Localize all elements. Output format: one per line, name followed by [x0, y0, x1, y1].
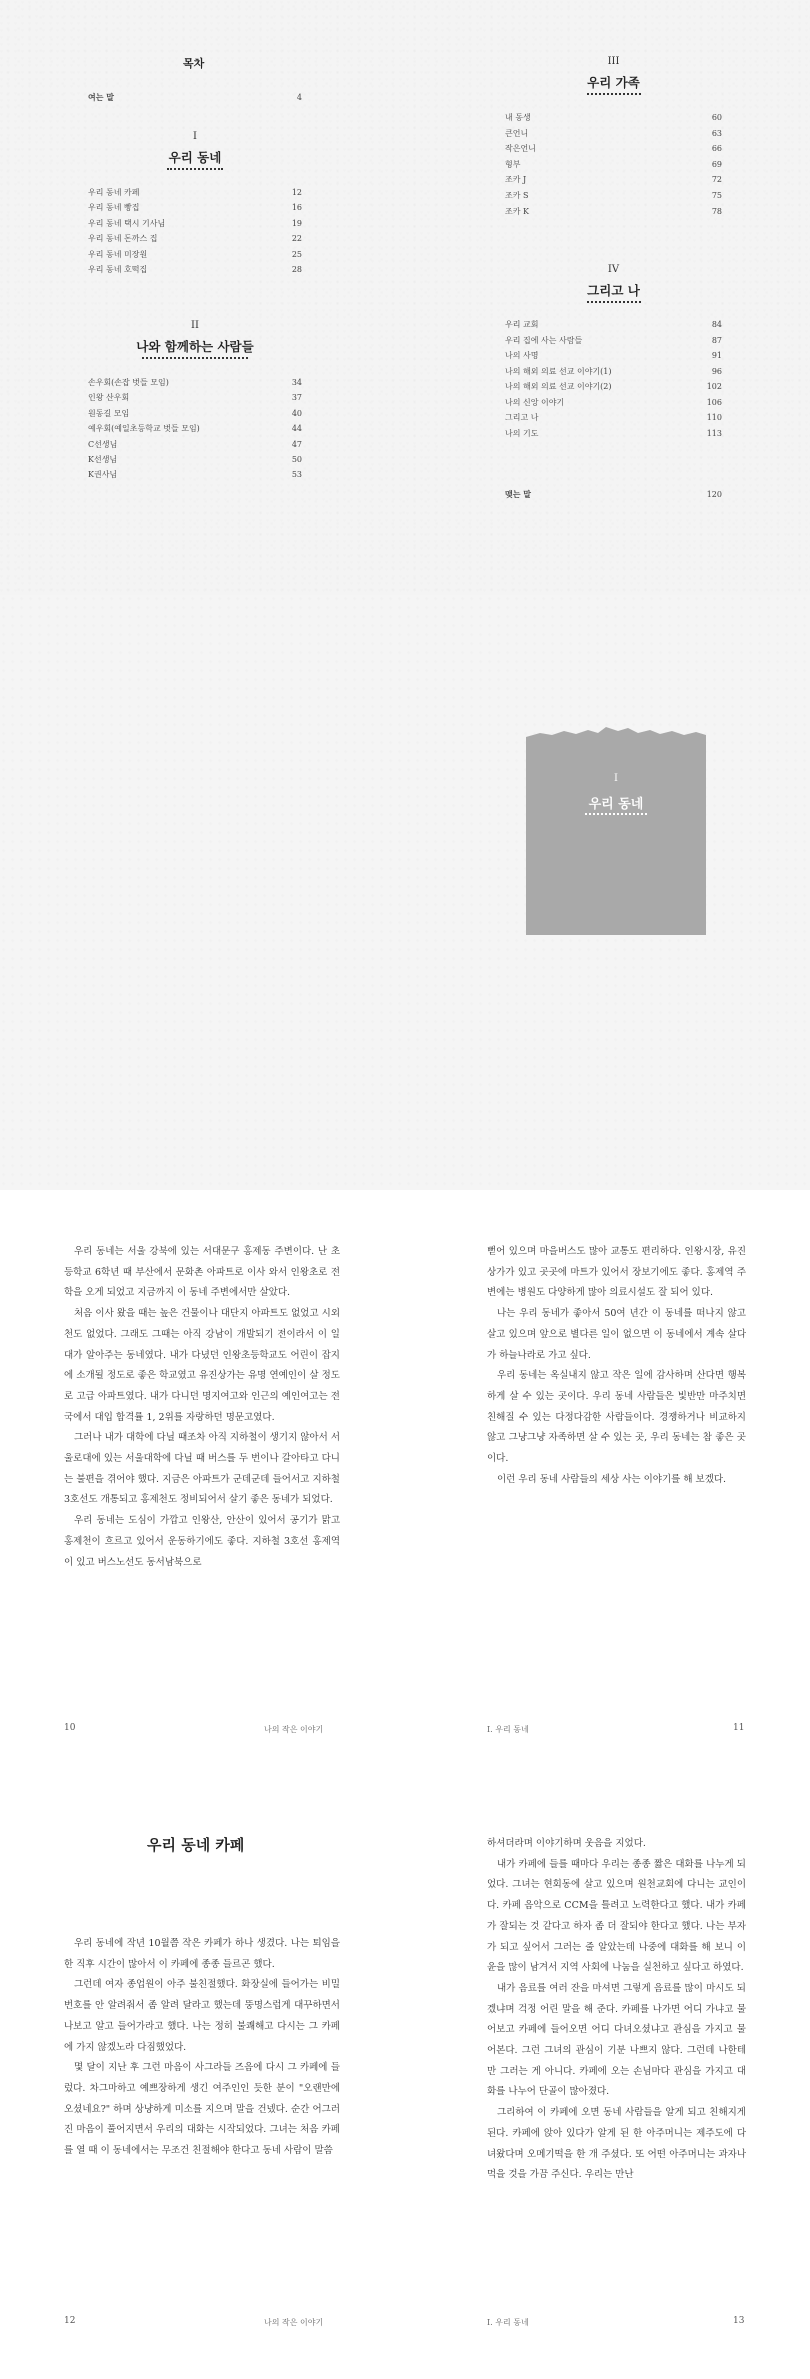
toc-entry-label: K권사님 [88, 470, 118, 480]
body-spread-10-11 [0, 1190, 810, 1784]
toc-entry-label: 예우회(예일초등학교 벗들 모임) [88, 424, 200, 434]
paragraph: 그리하여 이 카페에 오면 동네 사람들을 알게 되고 친해지게 된다. 카페에 앉아 있다가 알게 된 한 아주머니는 제주도에 다녀왔다며 오메기떡을 한 개 주셨다. 또 어떤 아주머니는 과자나 먹을 것을 가끔 주신다. 우리는 만난 [487, 2107, 746, 2181]
page-number-10: 10 [64, 1723, 76, 1733]
toc-entry-page: 78 [711, 206, 722, 216]
paragraph: 내가 카페에 들를 때마다 우리는 종종 짧은 대화를 나누게 되었다. 그녀는 현회동에 살고 있으며 원천교회에 다니는 교인이다. 카페 음악으로 CCM을 틀려고 노력한다고 했다. 내가 카페가 잘되는 것 같다고 하자 좀 더 잘되야 한다고 했다. 나는 부자가 되고 싶어서 그러는 줄 알았는데 나중에 대화를 해 보니 이윤을 많이 남겨서 지역 사회에 나눔을 실천하고 싶다고 하였다. [487, 1858, 746, 1974]
paragraph: 우리 동네는 도심이 가깝고 인왕산, 안산이 있어서 공기가 맑고 홍제천이 흐르고 있어서 운동하기에도 좋다. 지하철 3호선 홍제역이 있고 버스노선도 동서남북으로 [64, 1515, 340, 1568]
paragraph: 이런 우리 동네 사람들의 세상 사는 이야기를 해 보겠다. [497, 1473, 727, 1485]
running-header-left: 나의 작은 이야기 [264, 2318, 324, 2327]
toc-title: 목차 [183, 57, 205, 70]
toc-intro-label: 여는 말 [88, 93, 114, 102]
page-13-text [487, 1834, 746, 2186]
page-number-12: 12 [64, 2316, 76, 2326]
toc-entry-page: 69 [711, 159, 722, 169]
toc-entry-label: C선생님 [88, 439, 118, 449]
toc-part-title-underline [587, 301, 641, 303]
toc-entry-page: 25 [291, 249, 302, 259]
paragraph: 내가 음료를 여러 잔을 마셔면 그렇게 음료를 많이 마시도 되겠냐며 걱정 어린 말을 해 준다. 카페를 나가면 어디 가냐고 물어보고 카페에 들어오면 어디 다녀오셨냐고 관심을 가지고 물어본다. 그런 그녀의 관심이 기분 나쁘지 않다. 그런데 나한테만 그러는 게 아니다. 카페에 오는 손님마다 관심을 가지고 대화를 나누어 단골이 많아졌다. [487, 1982, 746, 2098]
body-spread-12-13 [0, 1784, 810, 2379]
toc-entry[interactable] [88, 453, 302, 467]
toc-entry-page: 72 [711, 175, 722, 185]
toc-entry-label: 우리 동네 카페 [88, 188, 140, 197]
toc-entry[interactable] [505, 396, 722, 410]
toc-entry[interactable] [88, 248, 302, 262]
part-divider-card [526, 725, 706, 935]
chapter-title: 우리 동네 카페 [147, 1836, 245, 1854]
toc-entry-label: 우리 집에 사는 사람들 [505, 335, 583, 345]
toc-entry-page: 66 [711, 144, 722, 154]
toc-entry-label: 그리고 나 [505, 413, 539, 422]
toc-part-title: 우리 동네 [168, 150, 222, 165]
toc-entry-page: 40 [291, 408, 302, 418]
divider-spread [0, 595, 810, 1190]
toc-entry[interactable] [505, 380, 722, 394]
toc-entry[interactable] [88, 438, 302, 452]
toc-entry-page: 19 [291, 218, 302, 228]
toc-entry[interactable] [505, 142, 722, 156]
toc-entry-page: 110 [706, 413, 722, 422]
toc-entry[interactable] [505, 318, 722, 332]
toc-entry-label: 우리 교회 [505, 320, 539, 329]
toc-entry[interactable] [88, 391, 302, 405]
toc-entry-label: 나의 기도 [505, 428, 539, 438]
paragraph: 그런데 여자 종업원이 아주 불친절했다. 화장실에 들어가는 비밀번호를 안 알려줘서 좀 알려 달라고 했는데 뚱명스럽게 대꾸하면서 나보고 알고 들어가라고 했다. 나는 정히 불쾌해고 다시는 그 카페에 가지 않겠노라 다짐했었다. [64, 1979, 340, 2053]
toc-entry[interactable] [505, 111, 722, 125]
toc-entry-page: 75 [711, 191, 722, 200]
toc-entry-page: 37 [291, 393, 302, 403]
toc-entry-page: 47 [291, 439, 302, 449]
page-number-11: 11 [733, 1723, 745, 1733]
toc-entry-label: 우리 동네 호떡집 [88, 265, 148, 274]
paragraph: 몇 달이 지난 후 그런 마음이 사그라들 즈음에 다시 그 카페에 들렀다. 차그마하고 예쁘장하게 생긴 여주인인 듯한 분이 "오랜만에 오셨네요?" 하며 상냥하게 미소를 지으며 말을 건넸다. 순간 어그러진 마음이 풀어지면서 우리의 대화는 시작되었다. 그녀는 처음 카페를 열 때 이 동네에서는 무조건 친절해야 한다고 동네 사람이 말씀 [64, 2062, 340, 2157]
toc-part-number: II [191, 320, 199, 331]
toc-entry-page: 50 [291, 455, 302, 464]
toc-spread [0, 0, 810, 595]
toc-entry[interactable] [88, 422, 302, 436]
toc-entry-label: 내 동생 [505, 113, 531, 122]
divider-part-num: I [614, 773, 618, 784]
toc-part-title: 우리 가족 [587, 75, 640, 90]
paragraph: 우리 동네는 옥실내지 않고 작은 일에 감사하며 산다면 행복하게 살 수 있는 곳이다. 우리 동네 사람들은 빛반만 마주치면 친해질 수 있는 다정다감한 사람들이다. 경쟁하거나 비교하지 않고 그냥그냥 자족하면 살 수 있는 곳, 우리 동네는 참 좋은 곳이다. [487, 1370, 746, 1465]
toc-entry[interactable] [505, 127, 722, 141]
toc-entry[interactable] [505, 334, 722, 348]
page-11-text [487, 1242, 746, 1490]
toc-entry-label: 조카 S [505, 191, 529, 200]
toc-entry-page: 84 [711, 320, 722, 329]
paragraph: 하셔더라며 이야기하며 웃음을 지었다. [487, 1838, 646, 1849]
toc-entry[interactable] [505, 158, 722, 172]
toc-outro-page: 120 [706, 490, 722, 499]
toc-entry-label: 작은언니 [505, 144, 536, 154]
toc-entry-label: 큰언니 [505, 128, 529, 138]
toc-entry[interactable] [88, 263, 302, 277]
paragraph: 처음 이사 왔을 때는 높은 건물이나 대단지 아파트도 없었고 시외천도 없었다. 그래도 그때는 아직 강남이 개발되기 전이라서 이 일대가 알아주는 동네였다. 내가 다녔던 인왕초등학교도 어린이 잡지에 소개될 정도로 좋은 학교였고 유진상가는 유명 연예인이 살 정도로 고급 아파트였다. 내가 다니던 명지여고와 인근의 예인여고는 전국에서 대입 합격률 1, 2위를 자랑하던 명문고였다. [64, 1308, 340, 1423]
paragraph: 나는 우리 동네가 좋아서 50여 년간 이 동네를 떠나지 않고 살고 있으며 앞으로 별다른 일이 없으면 이 동네에서 계속 살다가 하늘나라로 가고 싶다. [487, 1308, 746, 1361]
paragraph: 그러나 내가 대학에 다닐 때조차 아직 지하철이 생기지 않아서 서울로대에 있는 서울대학에 다닐 때 버스를 두 번이나 갈아타고 다니는 불편을 겪어야 했다. 지금은 아파트가 군데군데 들어서고 지하철 3호선도 개통되고 홍제천도 정비되어서 살기 좋은 동네가 되었다. [64, 1432, 340, 1506]
toc-entry[interactable] [88, 468, 302, 482]
toc-entry[interactable] [505, 365, 722, 379]
toc-entry[interactable] [88, 376, 302, 390]
toc-intro-page: 4 [296, 93, 302, 102]
toc-entry-page: 16 [291, 203, 302, 213]
toc-entry-label: 나의 해외 의료 선교 이야기(1) [505, 366, 612, 376]
toc-entry-page: 91 [711, 351, 722, 360]
toc-entry-label: 우리 동네 택시 기사님 [88, 218, 166, 228]
toc-entry[interactable] [88, 232, 302, 246]
toc-entry-page: 28 [291, 265, 302, 274]
running-header-right: I. 우리 동네 [487, 1725, 529, 1734]
toc-entry-page: 106 [706, 397, 722, 407]
paragraph: 뻗어 있으며 마을버스도 많아 교통도 편리하다. 인왕시장, 유진 상가가 있고 곳곳에 마트가 있어서 장보기에도 좋다. 홍제역 주변에는 병원도 다양하게 많아 의료시설도 잘 되어 있다. [487, 1246, 746, 1299]
toc-part-title-underline [142, 357, 248, 359]
toc-part-number: III [607, 56, 620, 67]
toc-entry-label: 조카 K [505, 206, 529, 216]
toc-outro [505, 488, 722, 502]
toc-entry[interactable] [505, 427, 722, 441]
toc-entry[interactable] [505, 349, 722, 363]
toc-entry[interactable] [88, 186, 302, 200]
toc-part-number: I [193, 131, 197, 142]
toc-entry-label: 형부 [505, 159, 521, 169]
divider-title-underline [585, 813, 647, 815]
toc-entry[interactable] [88, 407, 302, 421]
toc-entry-label: 원동길 모임 [88, 408, 130, 418]
toc-entry-label: 우리 동네 돈까스 집 [88, 234, 158, 244]
paragraph: 우리 동네는 서울 강북에 있는 서대문구 홍제동 주변이다. 난 초등학교 6학년 때 부산에서 문화촌 아파트로 이사 와서 인왕초로 전학을 오게 되었고 지금까지 이 동네 주변에서만 살았다. [64, 1246, 340, 1299]
toc-entry[interactable] [505, 411, 722, 425]
toc-entry-page: 96 [711, 366, 722, 376]
toc-part-title: 나와 함께하는 사람들 [136, 339, 254, 354]
toc-entry-label: 나의 신앙 이야기 [505, 397, 565, 407]
toc-entry-page: 63 [711, 128, 722, 138]
page-12-text [64, 1934, 340, 2162]
toc-entry-page: 87 [711, 335, 722, 345]
page-10-text [64, 1242, 340, 1573]
paragraph: 우리 동네에 작년 10월쯤 작은 카페가 하나 생겼다. 나는 퇴임을 한 직후 시간이 많아서 이 카페에 종종 들르곤 했다. [64, 1938, 340, 1970]
toc-entry-page: 34 [291, 378, 302, 387]
toc-entry-label: 나의 해외 의료 선교 이야기(2) [505, 382, 612, 391]
toc-entry-label: 우리 동네 미장원 [88, 249, 148, 259]
toc-entry-page: 53 [291, 470, 302, 480]
toc-entry[interactable] [88, 217, 302, 231]
toc-outro-label: 맺는 말 [505, 490, 531, 499]
toc-entry-label: 인왕 산우회 [88, 393, 130, 403]
page-number-13: 13 [733, 2316, 745, 2326]
toc-entry[interactable] [88, 201, 302, 215]
toc-entry-label: 우리 동네 빵집 [88, 203, 140, 213]
toc-intro [88, 91, 302, 105]
toc-part-number: IV [607, 264, 620, 275]
toc-part-title: 그리고 나 [587, 283, 640, 298]
toc-entry-page: 102 [706, 382, 722, 391]
toc-entry-label: 나의 사명 [505, 351, 539, 360]
toc-entry-label: K선생님 [88, 455, 118, 464]
toc-part-title-underline [167, 168, 223, 170]
toc-entry-page: 44 [291, 424, 302, 434]
toc-entry-page: 22 [291, 234, 302, 244]
toc-entry[interactable] [505, 205, 722, 219]
toc-entry-label: 손우회(손잡 벗들 모임) [88, 378, 169, 387]
toc-entry-label: 조카 J [505, 175, 527, 185]
toc-entry[interactable] [505, 173, 722, 187]
toc-entry[interactable] [505, 189, 722, 203]
divider-part-title: 우리 동네 [588, 797, 644, 812]
toc-entry-page: 60 [711, 113, 722, 122]
running-header-left: 나의 작은 이야기 [264, 1725, 324, 1734]
running-header-right: I. 우리 동네 [487, 2318, 529, 2327]
toc-entry-page: 12 [291, 188, 302, 197]
toc-entry-page: 113 [706, 428, 722, 438]
toc-part-title-underline [587, 93, 641, 95]
